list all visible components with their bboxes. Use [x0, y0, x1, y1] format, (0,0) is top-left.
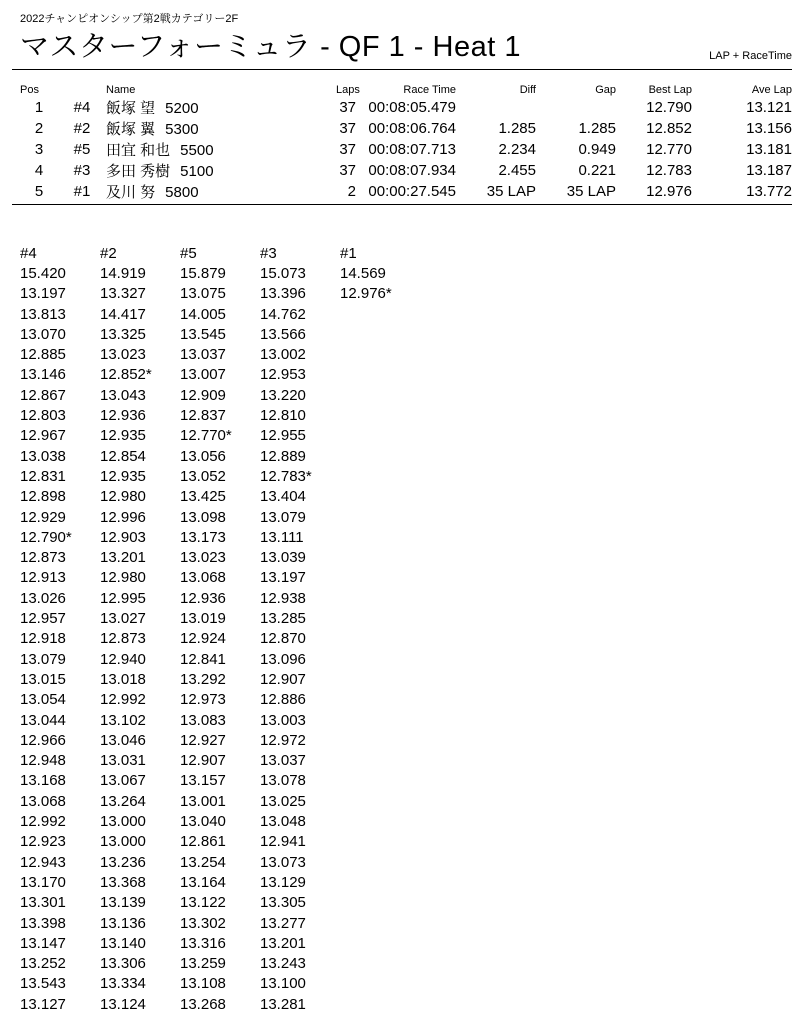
- result-row: [20, 160, 792, 181]
- lap-time: 13.001: [180, 792, 226, 810]
- ave-lap-cell: 13.156: [746, 120, 792, 137]
- result-row: [20, 97, 792, 118]
- lap-time: 12.870: [260, 630, 306, 648]
- lap-time: 13.031: [100, 752, 146, 770]
- results-table: [20, 83, 792, 202]
- lap-time: 13.201: [100, 549, 146, 567]
- car-number-cell: #5: [73, 141, 91, 158]
- lap-time: 13.236: [100, 853, 146, 871]
- lap-time: 13.259: [180, 955, 226, 973]
- lap-time: 13.039: [260, 549, 306, 567]
- results-divider: [12, 204, 792, 205]
- race-time-cell: 00:00:27.545: [368, 183, 456, 200]
- lap-time: 14.919: [100, 265, 146, 282]
- driver-id: 5500: [180, 142, 214, 159]
- lap-time: 13.566: [260, 325, 306, 343]
- lap-time: 12.935: [100, 467, 146, 485]
- lap-time: 13.079: [20, 650, 66, 668]
- lap-time: 12.841: [180, 650, 226, 668]
- col-header-diff: Diff: [519, 84, 536, 96]
- lap-time: 12.873: [100, 630, 146, 648]
- lap-time: 12.907: [260, 670, 306, 688]
- lap-time: 12.940: [100, 650, 146, 668]
- lap-time: 13.316: [180, 934, 226, 952]
- driver-name-cell: [106, 181, 336, 202]
- lap-time: 12.996: [100, 508, 146, 526]
- lap-time: 13.425: [180, 488, 226, 506]
- lap-time: 13.122: [180, 894, 226, 912]
- laps-cell: 2: [347, 183, 356, 200]
- race-time-cell: 00:08:07.713: [368, 141, 456, 158]
- lap-time: 15.073: [260, 265, 306, 282]
- car-number-cell: #4: [73, 99, 91, 116]
- car-number-cell: #2: [73, 120, 91, 137]
- lap-time: 13.140: [100, 934, 146, 952]
- lap-time: 13.170: [20, 873, 66, 891]
- page-title: マスターフォーミュラ - QF 1 - Heat 1: [20, 31, 521, 63]
- col-header-laps: Laps: [336, 84, 360, 96]
- lap-time: 13.000: [100, 813, 146, 831]
- lap-time: 13.281: [260, 995, 306, 1013]
- lap-time: 12.980: [100, 488, 146, 506]
- lap-time: 13.306: [100, 955, 146, 973]
- lap-column: [260, 244, 340, 1015]
- lap-time: 13.037: [260, 752, 306, 770]
- lap-time: 13.003: [260, 711, 306, 729]
- lap-time: 13.197: [20, 285, 66, 303]
- gap-cell: 0.949: [578, 141, 616, 158]
- lap-time: 13.073: [260, 853, 306, 871]
- driver-name: 田宜 和也: [106, 142, 171, 159]
- lap-column: [20, 244, 100, 1015]
- lap-time: 13.048: [260, 813, 306, 831]
- lap-time: 13.023: [100, 346, 146, 364]
- lap-time: 13.079: [260, 508, 306, 526]
- lap-time: 12.918: [20, 630, 66, 648]
- gap-cell: 1.285: [578, 120, 616, 137]
- lap-time: 13.305: [260, 894, 306, 912]
- lap-time: 13.368: [100, 873, 146, 891]
- best-lap-cell: 12.976: [646, 183, 692, 200]
- lap-time: 12.886: [260, 691, 306, 709]
- lap-column: [100, 244, 180, 1015]
- lap-time: 13.111: [260, 528, 304, 546]
- gap-cell: [536, 97, 616, 118]
- col-header-best-lap: Best Lap: [648, 84, 692, 96]
- lap-time: 13.147: [20, 934, 66, 952]
- lap-time: 13.285: [260, 610, 306, 628]
- driver-name-cell: [106, 160, 336, 181]
- driver-name: 多田 秀樹: [106, 163, 171, 180]
- lap-time: 13.018: [100, 670, 146, 688]
- lap-time: 13.277: [260, 914, 306, 932]
- report-type-label: LAP + RaceTime: [709, 50, 792, 62]
- lap-time: 13.243: [260, 955, 306, 973]
- lap-time: 13.023: [180, 549, 226, 567]
- driver-id: 5800: [165, 184, 199, 201]
- car-number-cell: #3: [73, 162, 91, 179]
- diff-cell: 35 LAP: [486, 183, 536, 200]
- col-header-race-time: Race Time: [403, 84, 456, 96]
- col-header-name: Name: [106, 84, 136, 96]
- race-time-cell: 00:08:07.934: [368, 162, 456, 179]
- lap-time: 13.100: [260, 975, 306, 993]
- lap-time: 13.098: [180, 508, 226, 526]
- lap-time: 12.913: [20, 569, 66, 587]
- driver-id: 5300: [165, 121, 199, 138]
- lap-time: 13.201: [260, 934, 306, 952]
- lap-time: 13.002: [260, 346, 306, 364]
- lap-time: 12.873: [20, 549, 66, 567]
- lap-time: 12.938: [260, 589, 306, 607]
- event-subtitle: 2022チャンピオンシップ第2戦カテゴリー2F: [20, 13, 239, 25]
- lap-time: 12.907: [180, 752, 226, 770]
- lap-time: 12.929: [20, 508, 66, 526]
- lap-column-car-number: #3: [260, 245, 277, 262]
- lap-time: 12.803: [20, 407, 66, 425]
- lap-time: 12.976*: [340, 285, 392, 303]
- lap-time: 14.762: [260, 305, 306, 323]
- lap-time: 13.325: [100, 325, 146, 343]
- diff-cell: 2.455: [498, 162, 536, 179]
- lap-time: 12.936: [180, 589, 226, 607]
- lap-time: 12.980: [100, 569, 146, 587]
- results-header-row: [20, 83, 792, 97]
- lap-time: 12.810: [260, 407, 306, 425]
- best-lap-cell: 12.790: [646, 99, 692, 116]
- lap-time: 13.068: [180, 569, 226, 587]
- lap-time: 13.396: [260, 285, 306, 303]
- lap-column-car-number: #2: [100, 245, 117, 262]
- lap-time: 13.044: [20, 711, 66, 729]
- lap-time: 13.543: [20, 975, 66, 993]
- laps-cell: 37: [339, 99, 356, 116]
- lap-time: 13.025: [260, 792, 306, 810]
- lap-column-car-number: #1: [340, 245, 357, 262]
- lap-time: 14.569: [340, 265, 386, 282]
- result-row: [20, 118, 792, 139]
- lap-time: 13.264: [100, 792, 146, 810]
- lap-time: 13.067: [100, 772, 146, 790]
- lap-time: 13.027: [100, 610, 146, 628]
- laps-cell: 37: [339, 120, 356, 137]
- lap-time: 13.108: [180, 975, 226, 993]
- lap-time: 12.924: [180, 630, 226, 648]
- lap-time: 13.302: [180, 914, 226, 932]
- lap-time: 13.334: [100, 975, 146, 993]
- driver-name: 及川 努: [106, 184, 156, 201]
- lap-time: 14.417: [100, 305, 146, 323]
- result-row: [20, 181, 792, 202]
- lap-time: 12.941: [260, 833, 306, 851]
- lap-time: 13.078: [260, 772, 306, 790]
- lap-time: 13.043: [100, 386, 146, 404]
- driver-name-cell: [106, 139, 336, 160]
- gap-cell: 0.221: [578, 162, 616, 179]
- lap-time: 13.398: [20, 914, 66, 932]
- driver-id: 5100: [180, 163, 214, 180]
- pos-cell: 4: [34, 162, 44, 179]
- pos-cell: 5: [34, 183, 44, 200]
- lap-time: 12.992: [20, 813, 66, 831]
- lap-time: 12.953: [260, 366, 306, 384]
- result-row: [20, 139, 792, 160]
- lap-time: 13.026: [20, 589, 66, 607]
- diff-cell: 2.234: [498, 141, 536, 158]
- lap-time: 13.404: [260, 488, 306, 506]
- lap-time: 13.127: [20, 995, 66, 1013]
- pos-cell: 1: [34, 99, 44, 116]
- lap-time: 12.889: [260, 447, 306, 465]
- lap-time: 13.102: [100, 711, 146, 729]
- diff-cell: 1.285: [498, 120, 536, 137]
- gap-cell: 35 LAP: [566, 183, 616, 200]
- lap-time: 13.019: [180, 610, 226, 628]
- driver-id: 5200: [165, 100, 199, 117]
- lap-time: 14.005: [180, 305, 226, 323]
- col-header-ave-lap: Ave Lap: [751, 84, 792, 96]
- lap-column-car-number: #4: [20, 245, 37, 262]
- lap-time: 12.923: [20, 833, 66, 851]
- ave-lap-cell: 13.121: [746, 99, 792, 116]
- lap-time: 13.220: [260, 386, 306, 404]
- lap-time: 12.927: [180, 731, 226, 749]
- col-header-gap: Gap: [595, 84, 616, 96]
- lap-time: 12.831: [20, 467, 66, 485]
- lap-time: 13.015: [20, 670, 66, 688]
- lap-time: 12.852*: [100, 366, 152, 384]
- laps-cell: 37: [339, 141, 356, 158]
- lap-time: 12.972: [260, 731, 306, 749]
- lap-time: 12.967: [20, 427, 66, 445]
- lap-time: 13.046: [100, 731, 146, 749]
- lap-time: 13.292: [180, 670, 226, 688]
- lap-time: 13.197: [260, 569, 306, 587]
- lap-time: 13.007: [180, 366, 226, 384]
- lap-time: 12.867: [20, 386, 66, 404]
- lap-time: 13.254: [180, 853, 226, 871]
- lap-time: 13.157: [180, 772, 226, 790]
- lap-column: [180, 244, 260, 1015]
- lap-time: 13.301: [20, 894, 66, 912]
- lap-time: 12.966: [20, 731, 66, 749]
- lap-time: 12.973: [180, 691, 226, 709]
- lap-time: 13.139: [100, 894, 146, 912]
- car-number-cell: #1: [73, 183, 91, 200]
- lap-time: 13.146: [20, 366, 66, 384]
- race-time-cell: 00:08:06.764: [368, 120, 456, 137]
- lap-time: 13.083: [180, 711, 226, 729]
- best-lap-cell: 12.783: [646, 162, 692, 179]
- lap-time: 12.935: [100, 427, 146, 445]
- lap-time: 13.038: [20, 447, 66, 465]
- lap-time: 13.168: [20, 772, 66, 790]
- lap-time: 12.790*: [20, 528, 72, 546]
- lap-time: 13.054: [20, 691, 66, 709]
- lap-time: 12.837: [180, 407, 226, 425]
- lap-time: 13.545: [180, 325, 226, 343]
- lap-time: 13.040: [180, 813, 226, 831]
- ave-lap-cell: 13.772: [746, 183, 792, 200]
- pos-cell: 3: [34, 141, 44, 158]
- lap-time: 12.943: [20, 853, 66, 871]
- driver-name-cell: [106, 118, 336, 139]
- lap-time: 12.992: [100, 691, 146, 709]
- pos-cell: 2: [34, 120, 44, 137]
- lap-time: 15.879: [180, 265, 226, 282]
- lap-time: 13.037: [180, 346, 226, 364]
- lap-time: 13.075: [180, 285, 226, 303]
- header-divider: [12, 69, 792, 70]
- lap-time: 12.955: [260, 427, 306, 445]
- lap-time: 13.096: [260, 650, 306, 668]
- lap-time: 13.173: [180, 528, 226, 546]
- lap-time: 12.995: [100, 589, 146, 607]
- best-lap-cell: 12.770: [646, 141, 692, 158]
- lap-time: 13.268: [180, 995, 226, 1013]
- lap-time: 13.056: [180, 447, 226, 465]
- driver-name-cell: [106, 97, 336, 118]
- ave-lap-cell: 13.187: [746, 162, 792, 179]
- lap-time: 13.070: [20, 325, 66, 343]
- best-lap-cell: 12.852: [646, 120, 692, 137]
- lap-time: 13.813: [20, 305, 66, 323]
- lap-time: 12.909: [180, 386, 226, 404]
- lap-time: 12.936: [100, 407, 146, 425]
- lap-time: 15.420: [20, 265, 66, 282]
- lap-time: 13.124: [100, 995, 146, 1013]
- lap-time: 12.903: [100, 528, 146, 546]
- race-time-cell: 00:08:05.479: [368, 99, 456, 116]
- col-header-pos: Pos: [20, 84, 39, 96]
- lap-column-car-number: #5: [180, 245, 197, 262]
- lap-column: [340, 244, 420, 305]
- lap-time: 12.783*: [260, 467, 312, 485]
- driver-name: 飯塚 望: [106, 100, 156, 117]
- diff-cell: [456, 97, 536, 118]
- lap-time: 12.957: [20, 610, 66, 628]
- laps-cell: 37: [339, 162, 356, 179]
- lap-time: 12.948: [20, 752, 66, 770]
- ave-lap-cell: 13.181: [746, 141, 792, 158]
- lap-time: 13.052: [180, 467, 226, 485]
- lap-time: 12.885: [20, 346, 66, 364]
- lap-time: 13.129: [260, 873, 306, 891]
- lap-time: 13.164: [180, 873, 226, 891]
- lap-time: 12.770*: [180, 427, 232, 445]
- lap-time: 13.327: [100, 285, 146, 303]
- lap-time: 12.854: [100, 447, 146, 465]
- driver-name: 飯塚 翼: [106, 121, 156, 138]
- lap-time: 12.898: [20, 488, 66, 506]
- lap-time: 13.068: [20, 792, 66, 810]
- lap-time: 13.000: [100, 833, 146, 851]
- lap-time: 13.252: [20, 955, 66, 973]
- lap-time: 13.136: [100, 914, 146, 932]
- lap-time: 12.861: [180, 833, 226, 851]
